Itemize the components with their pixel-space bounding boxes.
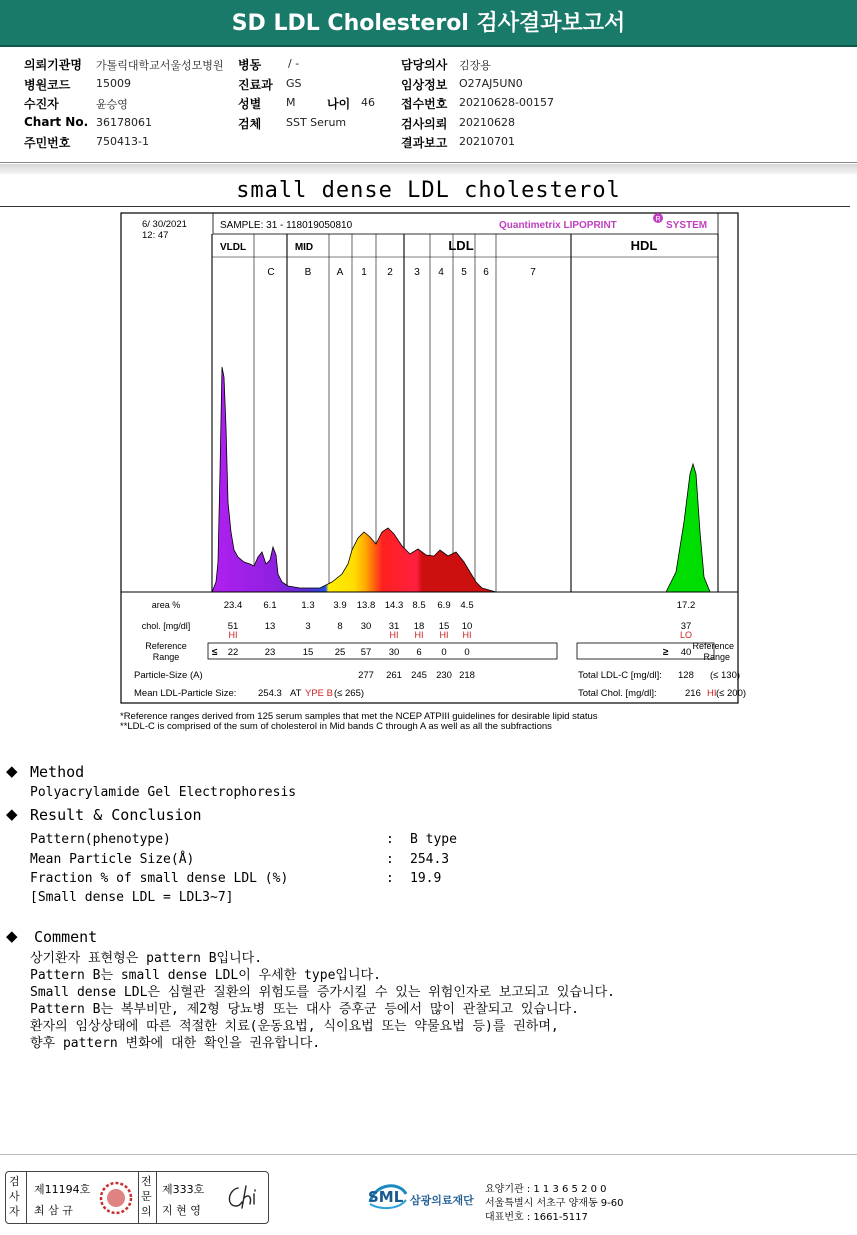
flag-value: HI xyxy=(389,630,399,640)
result-row-label: Fraction % of small dense LDL (%) xyxy=(30,871,289,886)
chart-time: 12: 47 xyxy=(142,230,169,241)
brand-name: Quantimetrix LIPOPRINT xyxy=(499,220,617,231)
reference-value: 30 xyxy=(388,647,400,658)
band-label: C xyxy=(267,267,275,278)
reference-value: 22 xyxy=(227,647,239,658)
request-label: 검사의뢰 xyxy=(401,117,448,131)
band-label: B xyxy=(304,267,312,278)
total-chol-label: Total Chol. [mg/dl]: xyxy=(578,688,657,699)
signature-icon xyxy=(224,1182,264,1214)
total-ldl-value: 128 xyxy=(678,670,694,681)
band-label: A xyxy=(336,267,344,278)
footnote-2: **LDL-C is comprised of the sum of cholesterol in Mid bands C through A as well as all the subfractions xyxy=(120,721,552,732)
band-label: 4 xyxy=(438,267,444,278)
result-row-value: 19.9 xyxy=(410,871,442,886)
section-title: small dense LDL cholesterol xyxy=(236,178,621,203)
comment-line: 환자의 임상상태에 따른 적절한 치료(운동요법, 식이요법 또는 약물요법 등)를 권하며, xyxy=(30,1019,559,1034)
ward-value: / - xyxy=(288,57,300,70)
diamond-bullet-icon: ◆ xyxy=(6,928,18,945)
department-label: 진료과 xyxy=(238,78,273,92)
particle-size-value: 261 xyxy=(386,670,402,681)
chol-value: 30 xyxy=(360,621,372,632)
sex-value: M xyxy=(286,96,296,109)
flag-value: LO xyxy=(679,630,693,640)
total-chol-flag: HI xyxy=(707,688,717,699)
area-value: 3.9 xyxy=(333,600,347,611)
flag-value: HI xyxy=(439,630,449,640)
patient-info-panel xyxy=(0,48,857,163)
band-label: 5 xyxy=(461,267,467,278)
reference-value: 23 xyxy=(264,647,276,658)
chol-value: 51 xyxy=(227,621,239,632)
reference-value: 15 xyxy=(302,647,314,658)
specialist-label: 전문의 xyxy=(141,1175,152,1218)
total-chol-range: (≤ 200) xyxy=(716,688,747,699)
chol-value: 10 xyxy=(461,621,473,632)
comment-line: 향후 pattern 변화에 대한 확인을 권유합니다. xyxy=(30,1036,321,1051)
clinical-info-label: 임상정보 xyxy=(401,78,448,92)
particle-size-value: 245 xyxy=(411,670,427,681)
comment-line: Pattern B는 복부비만, 제2형 당뇨병 또는 대사 증후군 등에서 많이 관찰되고 있습니다. xyxy=(30,1002,579,1017)
comment-line: 상기환자 표현형은 pattern B입니다. xyxy=(30,951,263,966)
lipoprint-chart xyxy=(120,212,747,704)
total-ldl-range: (≤ 130) xyxy=(710,670,741,681)
institution-label: 의뢰기관명 xyxy=(24,58,82,72)
reference-label-right: Reference xyxy=(692,641,734,651)
area-value: 13.8 xyxy=(356,600,376,611)
group-label: HDL xyxy=(630,238,658,253)
clinical-info-value: O27AJ5UN0 xyxy=(459,77,523,90)
address: 서울특별시 서초구 양재동 9-60 xyxy=(485,1198,624,1209)
result-row-sep: : xyxy=(386,852,394,867)
ward-label: 병동 xyxy=(238,58,262,72)
mean-size-type: YPE B xyxy=(305,688,333,699)
group-label: MID xyxy=(294,242,314,253)
signature-box xyxy=(5,1171,269,1224)
report-title: SD LDL Cholesterol 검사결과보고서 xyxy=(231,11,626,36)
sml-abbrev: SML xyxy=(368,1188,404,1206)
institution-value: 가톨릭대학교서울성모병원 xyxy=(96,59,224,72)
chart-no-value: 36178061 xyxy=(96,116,152,129)
chol-label: chol. [mg/dl] xyxy=(141,621,191,631)
chol-value: 8 xyxy=(337,621,343,632)
footer-rule xyxy=(0,1154,857,1155)
area-value: 1.3 xyxy=(301,600,315,611)
chol-value: 13 xyxy=(264,621,276,632)
specialist-no: 제333호 xyxy=(162,1183,205,1196)
diamond-bullet-icon: ◆ xyxy=(6,806,18,823)
band-label: 3 xyxy=(414,267,420,278)
hospital-code-label: 병원코드 xyxy=(24,78,71,92)
area-label: area % xyxy=(151,600,181,610)
area-value: 17.2 xyxy=(676,600,696,611)
band-label: 2 xyxy=(387,267,393,278)
footnote-1: *Reference ranges derived from 125 serum samples that met the NCEP ATPIII guidelines for desirable lipid status xyxy=(120,711,598,722)
resident-value: 750413-1 xyxy=(96,135,149,148)
area-value: 6.1 xyxy=(263,600,277,611)
reference-ge: ≥ xyxy=(663,647,669,658)
mean-size-cond: (≤ 265) xyxy=(334,688,365,699)
chol-value: 15 xyxy=(438,621,450,632)
age-label: 나이 xyxy=(327,97,351,111)
area-value: 4.5 xyxy=(460,600,474,611)
reference-value: 57 xyxy=(360,647,372,658)
mean-size-at: AT xyxy=(290,688,302,699)
divider-band xyxy=(0,164,857,174)
report-value: 20210701 xyxy=(459,135,515,148)
sign-divider xyxy=(26,1172,27,1223)
reference-value: 25 xyxy=(334,647,346,658)
chart-date: 6/ 30/2021 xyxy=(142,219,187,230)
examiner-no: 제11194호 xyxy=(34,1183,91,1196)
comment-line: Pattern B는 small dense LDL이 우세한 type입니다. xyxy=(30,968,381,983)
sample-id: SAMPLE: 31 - 118019050810 xyxy=(220,220,353,231)
total-chol-value: 216 xyxy=(685,688,701,699)
comment-line: Small dense LDL은 심혈관 질환의 위험도를 증가시킬 수 있는 위험인자로 보고되고 있습니다. xyxy=(30,985,615,1000)
resident-label: 주민번호 xyxy=(24,136,71,150)
report-label: 결과보고 xyxy=(401,136,448,150)
result-row-value: 254.3 xyxy=(410,852,450,867)
chart-no-label: Chart No. xyxy=(24,115,89,129)
brand-suffix: SYSTEM xyxy=(666,220,708,231)
examiner-name: 최 삼 규 xyxy=(34,1204,73,1217)
receipt-label: 접수번호 xyxy=(401,97,448,111)
sex-label: 성별 xyxy=(238,97,262,111)
result-row-label: Mean Particle Size(Å) xyxy=(30,852,195,867)
particle-size-label: Particle-Size (A) xyxy=(134,670,203,681)
patient-label: 수진자 xyxy=(24,97,59,111)
chart-frame xyxy=(121,213,741,703)
receipt-value: 20210628-00157 xyxy=(459,96,554,109)
hospital-code-value: 15009 xyxy=(96,77,131,90)
section-rule xyxy=(0,206,850,207)
hdl-reference-value: 40 xyxy=(680,647,692,658)
area-value: 23.4 xyxy=(223,600,243,611)
group-label: VLDL xyxy=(219,242,247,253)
department-value: GS xyxy=(286,77,302,90)
flag-value: HI xyxy=(462,630,472,640)
diamond-bullet-icon: ◆ xyxy=(6,763,18,780)
patient-value: 윤승영 xyxy=(96,98,128,111)
band-label: 6 xyxy=(483,267,489,278)
seal-stamp-icon xyxy=(98,1180,134,1216)
brand-mark: R xyxy=(655,216,661,223)
comment-heading: Comment xyxy=(34,928,98,946)
band-label: 1 xyxy=(361,267,367,278)
chol-value: 3 xyxy=(305,621,311,632)
area-value: 8.5 xyxy=(412,600,426,611)
result-row-label: Pattern(phenotype) xyxy=(30,832,171,847)
reference-value: 6 xyxy=(416,647,422,658)
sign-divider xyxy=(156,1172,157,1223)
mean-size-label: Mean LDL-Particle Size: xyxy=(134,688,237,699)
reference-value: 0 xyxy=(464,647,470,658)
group-label: LDL xyxy=(448,238,474,253)
sign-divider xyxy=(138,1172,139,1223)
result-row-sep: : xyxy=(386,832,394,847)
sml-org-name: 삼광의료재단 xyxy=(410,1194,474,1207)
area-value: 6.9 xyxy=(437,600,451,611)
flag-value: HI xyxy=(228,630,238,640)
chol-value: 18 xyxy=(413,621,425,632)
result-note: [Small dense LDL = LDL3~7] xyxy=(30,890,234,905)
age-value: 46 xyxy=(361,96,375,109)
band-label: 7 xyxy=(530,267,536,278)
doctor-value: 김장용 xyxy=(459,59,491,72)
request-value: 20210628 xyxy=(459,116,515,129)
reference-label: Range xyxy=(152,652,180,662)
area-value: 14.3 xyxy=(384,600,404,611)
method-heading: Method xyxy=(30,763,85,781)
phone: 대표번호 : 1661-5117 xyxy=(485,1212,588,1223)
reference-label-right: Range xyxy=(703,652,730,662)
particle-size-value: 277 xyxy=(358,670,374,681)
particle-size-value: 218 xyxy=(459,670,475,681)
specialist-name: 지 현 영 xyxy=(162,1204,201,1217)
flag-value: HI xyxy=(414,630,424,640)
chol-value: 37 xyxy=(680,621,692,632)
result-row-sep: : xyxy=(386,871,394,886)
mean-size-value: 254.3 xyxy=(258,688,282,699)
total-ldl-label: Total LDL-C [mg/dl]: xyxy=(578,670,662,681)
examiner-label: 검사자 xyxy=(9,1175,20,1218)
reference-label: Reference xyxy=(145,641,187,651)
chol-value: 31 xyxy=(388,621,400,632)
result-heading: Result & Conclusion xyxy=(30,806,202,824)
specimen-value: SST Serum xyxy=(286,116,347,129)
reference-le: ≤ xyxy=(212,647,218,658)
doctor-label: 담당의사 xyxy=(401,58,448,72)
institution-code: 요양기관 : 1 1 3 6 5 2 0 0 xyxy=(485,1184,607,1195)
specimen-label: 검체 xyxy=(238,117,262,131)
method-text: Polyacrylamide Gel Electrophoresis xyxy=(30,785,297,800)
result-row-value: B type xyxy=(410,832,457,847)
reference-value: 0 xyxy=(441,647,447,658)
particle-size-value: 230 xyxy=(436,670,452,681)
